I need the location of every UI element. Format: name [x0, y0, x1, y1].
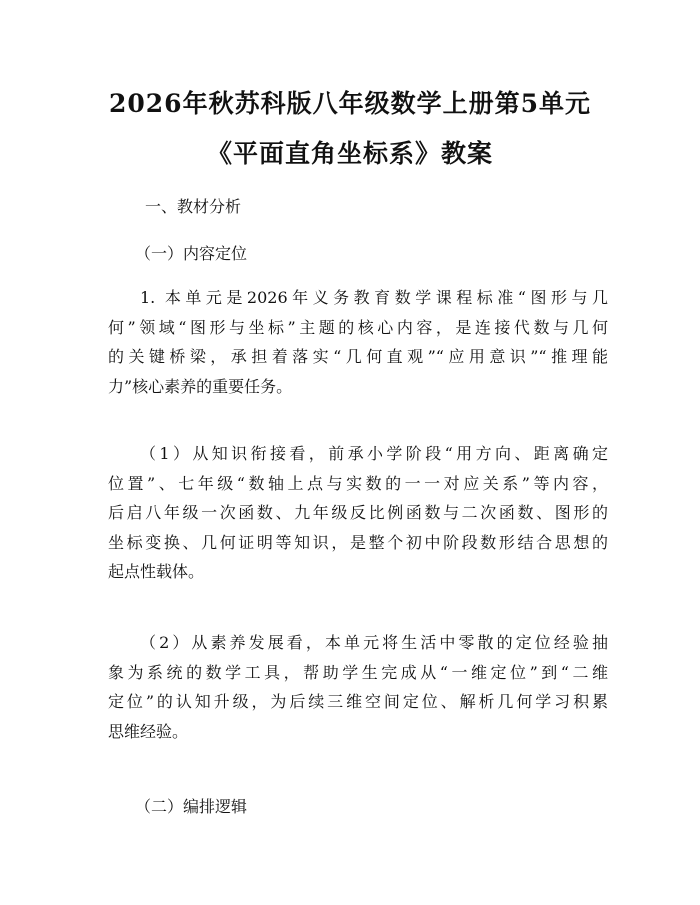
- paragraph-line: （1）从知识衔接看，前承小学阶段“用方向、距离确定: [140, 444, 608, 463]
- paragraph-line: （2）从素养发展看，本单元将生活中零散的定位经验抽: [140, 633, 608, 652]
- paragraph-line: 何”领域“图形与坐标”主题的核心内容，是连接代数与几何: [108, 317, 608, 337]
- paragraph-line: 象为系统的数学工具，帮助学生完成从“一维定位”到“二维: [108, 662, 608, 682]
- document-title-line-1: 2026年秋苏科版八年级数学上册第5单元: [109, 89, 591, 118]
- subsection-heading-content-positioning: （一）内容定位: [135, 244, 248, 263]
- paragraph-unit-overview: [108, 283, 608, 401]
- paragraph-literacy-development: [108, 628, 608, 746]
- subsection-heading-arrangement-logic: （二）编排逻辑: [135, 797, 248, 816]
- paragraph-line: 思维经验。: [108, 721, 189, 741]
- paragraph-line: 起点性载体。: [108, 562, 205, 581]
- paragraph-line: 定位”的认知升级，为后续三维空间定位、解析几何学习积累: [108, 692, 608, 711]
- paragraph-line: 位置”、七年级“数轴上点与实数的一一对应关系”等内容，: [108, 473, 608, 493]
- paragraph-knowledge-connection: [108, 439, 608, 587]
- paragraph-line: 1. 本单元是2026年义务教育数学课程标准“图形与几: [140, 288, 608, 307]
- paragraph-line: 坐标变换、几何证明等知识，是整个初中阶段数形结合思想的: [108, 532, 608, 552]
- paragraph-line: 后启八年级一次函数、九年级反比例函数与二次函数、图形的: [108, 503, 608, 522]
- paragraph-line: 的关键桥梁，承担着落实“几何直观”“应用意识”“推理能: [108, 347, 608, 366]
- document-title-line-2: 《平面直角坐标系》教案: [206, 139, 493, 168]
- section-heading-textbook-analysis: 一、教材分析: [145, 197, 242, 216]
- paragraph-line: 力”核心素养的重要任务。: [108, 376, 293, 396]
